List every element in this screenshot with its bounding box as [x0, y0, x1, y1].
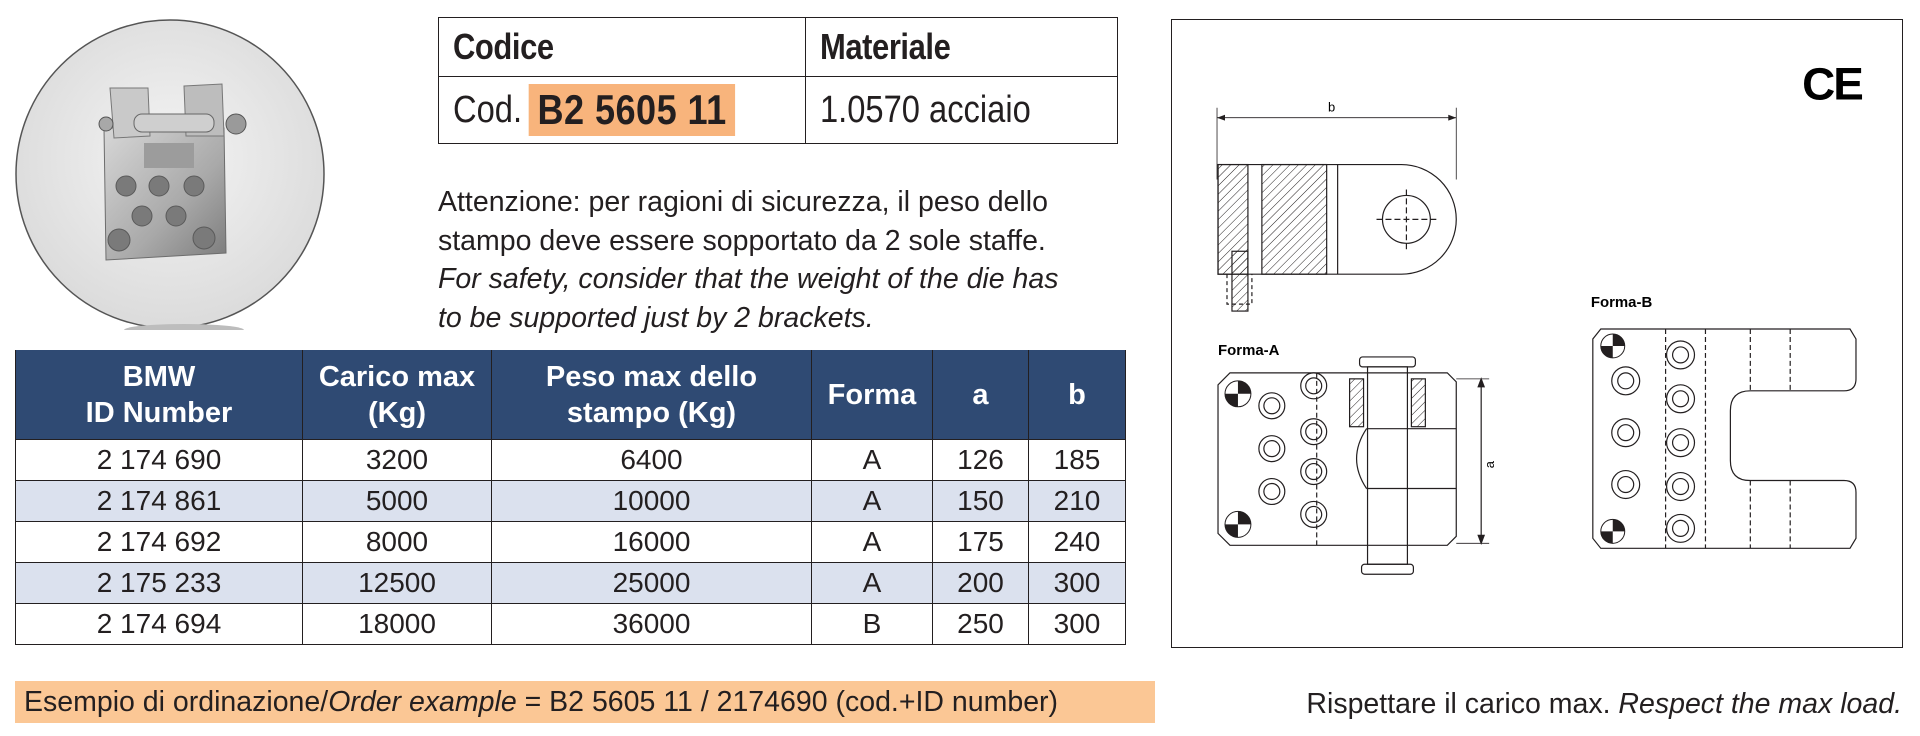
table-row [16, 481, 1126, 522]
cell-a: 126 [933, 440, 1029, 481]
forma-b-label: Forma-B [1590, 294, 1653, 312]
cell-id: 2 174 690 [16, 440, 303, 481]
col-header-b: b [1029, 350, 1126, 440]
cell-b: 300 [1029, 604, 1126, 645]
col-header-max-load: Carico max (Kg) [303, 350, 492, 440]
code-value-cell [439, 76, 805, 143]
cell-max-load: 3200 [303, 440, 492, 481]
cell-b: 300 [1029, 563, 1126, 604]
material-header-cell [805, 18, 1117, 76]
spec-table [15, 350, 1126, 645]
forma-a-label: Forma-A [1218, 341, 1280, 359]
table-row [16, 440, 1126, 481]
order-italic: Order example [328, 686, 517, 718]
note-line-2: stampo deve essere sopportato da 2 sole staffe. [438, 224, 1046, 257]
note-line-4: to be supported just by 2 brackets. [438, 301, 874, 334]
forma-a-view [1218, 357, 1489, 574]
cell-form: A [812, 522, 933, 563]
table-row [16, 604, 1126, 645]
technical-drawing [1171, 19, 1903, 648]
cell-max-die-weight: 6400 [492, 440, 812, 481]
table-row [16, 563, 1126, 604]
forma-a-markers [1225, 381, 1251, 538]
dim-a-label: a [1482, 460, 1498, 469]
cell-id: 2 174 694 [16, 604, 303, 645]
dim-b-label: b [1328, 99, 1336, 115]
note-line-1: Attenzione: per ragioni di sicurezza, il peso dello [438, 186, 1048, 218]
cell-id: 2 175 233 [16, 563, 303, 604]
cell-max-die-weight: 36000 [492, 604, 812, 645]
cell-max-load: 18000 [303, 604, 492, 645]
cell-id: 2 174 692 [16, 522, 303, 563]
safety-notes [438, 183, 1128, 337]
col-header-bmw-id: BMW ID Number [16, 350, 303, 440]
cell-max-load: 8000 [303, 522, 492, 563]
cell-form: B [812, 604, 933, 645]
cell-b: 240 [1029, 522, 1126, 563]
cell-a: 250 [933, 604, 1029, 645]
cell-max-die-weight: 16000 [492, 522, 812, 563]
cell-form: A [812, 481, 933, 522]
forma-b-holes [1612, 341, 1695, 542]
max-load-note-en: Respect the max load. [1618, 688, 1902, 720]
cell-form: A [812, 440, 933, 481]
ce-mark: CE [1802, 57, 1862, 110]
col-header-max-die-weight: Peso max dello stampo (Kg) [492, 350, 812, 440]
forma-b-view [1593, 329, 1856, 548]
cell-a: 175 [933, 522, 1029, 563]
cell-a: 150 [933, 481, 1029, 522]
max-load-note [1250, 688, 1902, 721]
cell-max-load: 5000 [303, 481, 492, 522]
code-prefix: Cod. [453, 88, 523, 131]
material-value: 1.0570 acciaio [820, 88, 1031, 131]
material-header: Materiale [820, 26, 951, 67]
cell-max-load: 12500 [303, 563, 492, 604]
cell-id: 2 174 861 [16, 481, 303, 522]
cell-max-die-weight: 25000 [492, 563, 812, 604]
col-header-a: a [933, 350, 1029, 440]
code-header: Codice [453, 26, 554, 67]
cell-max-die-weight: 10000 [492, 481, 812, 522]
col-header-form: Forma [812, 350, 933, 440]
cell-form: A [812, 563, 933, 604]
code-material-table [438, 17, 1118, 144]
material-value-cell [805, 76, 1117, 143]
order-prefix: Esempio di ordinazione/ [24, 686, 329, 718]
code-value: B2 5605 11 [529, 84, 735, 136]
table-header-row [16, 350, 1126, 440]
side-view [1218, 165, 1456, 312]
product-photo [14, 18, 326, 330]
cell-b: 185 [1029, 440, 1126, 481]
note-line-3: For safety, consider that the weight of the die has [438, 263, 1059, 295]
max-load-note-it: Rispettare il carico max. [1306, 688, 1619, 720]
cell-a: 200 [933, 563, 1029, 604]
order-suffix: = B2 5605 11 / 2174690 (cod.+ID number) [516, 686, 1059, 718]
order-example [15, 681, 1155, 723]
cell-b: 210 [1029, 481, 1126, 522]
table-row [16, 522, 1126, 563]
code-header-cell [439, 18, 805, 76]
